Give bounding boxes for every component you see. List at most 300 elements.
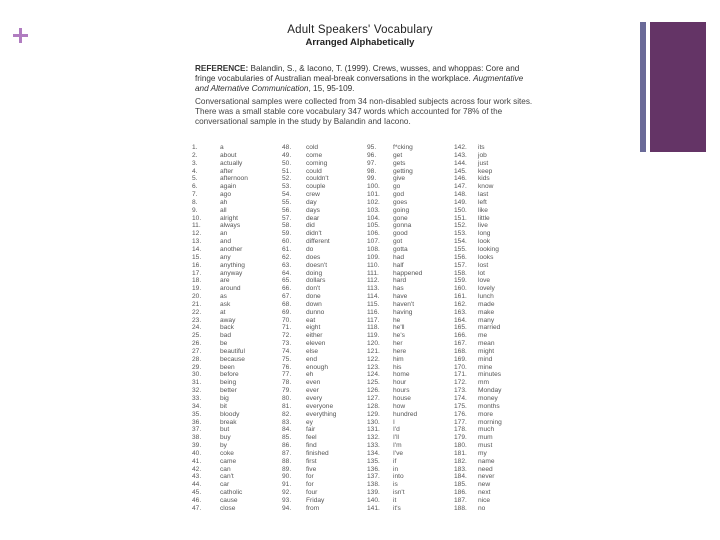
item-word: can't	[220, 473, 234, 481]
item-number: 152.	[454, 222, 467, 230]
item-number: 44.	[192, 481, 202, 489]
item-number: 182.	[454, 457, 467, 465]
item-number: 184.	[454, 473, 467, 481]
item-word: him	[393, 355, 404, 363]
item-number: 125.	[367, 379, 380, 387]
item-word: look	[478, 238, 491, 246]
item-word: goes	[393, 198, 408, 206]
item-number: 26.	[192, 340, 202, 348]
item-word: is	[393, 481, 398, 489]
item-number: 145.	[454, 167, 467, 175]
item-number: 47.	[192, 504, 202, 512]
item-word: just	[478, 159, 489, 167]
reference-text: Balandin, S., & Iacono, T. (1999). Crews, wusses, and whoppas: Core and fringe vocabularies of Australian meal-break conversations in the workplace.	[195, 64, 520, 83]
item-word: ask	[220, 300, 231, 308]
item-number: 148.	[454, 191, 467, 199]
item-number: 36.	[192, 418, 202, 426]
item-word: days	[306, 206, 320, 214]
item-word: Monday	[478, 387, 502, 395]
item-number: 31.	[192, 379, 202, 387]
item-number: 161.	[454, 293, 467, 301]
item-word: coke	[220, 449, 234, 457]
item-word: eleven	[306, 340, 326, 348]
item-word: actually	[220, 159, 243, 167]
item-word: ah	[220, 198, 228, 206]
item-word: day	[306, 198, 317, 206]
item-number: 88.	[282, 457, 292, 465]
item-number: 121.	[367, 347, 380, 355]
item-number: 78.	[282, 379, 292, 387]
item-number: 89.	[282, 465, 292, 473]
item-word: haven't	[393, 300, 415, 308]
item-number: 158.	[454, 269, 467, 277]
item-number: 164.	[454, 316, 467, 324]
item-word: lost	[478, 261, 489, 269]
item-word: keep	[478, 167, 493, 175]
item-number: 59.	[282, 230, 292, 238]
item-number: 15.	[192, 253, 202, 261]
item-word: could	[306, 167, 322, 175]
item-number: 146.	[454, 175, 467, 183]
item-number: 128.	[367, 402, 380, 410]
item-word: every	[306, 395, 323, 402]
item-word: eh	[306, 371, 314, 379]
item-word: everything	[306, 410, 337, 418]
item-number: 32.	[192, 387, 202, 395]
item-number: 104.	[367, 214, 380, 222]
item-word: give	[393, 175, 406, 183]
reference-tail: , 15, 95-109.	[308, 84, 355, 93]
item-number: 30.	[192, 371, 202, 379]
item-word: gets	[393, 159, 406, 167]
item-word: bloody	[220, 410, 240, 418]
item-number: 64.	[282, 269, 292, 277]
item-number: 61.	[282, 245, 292, 253]
item-number: 160.	[454, 285, 467, 293]
item-word: into	[393, 473, 404, 481]
item-number: 21.	[192, 300, 202, 308]
item-word: hard	[393, 277, 407, 285]
item-word: break	[220, 418, 237, 426]
item-number: 68.	[282, 300, 292, 308]
item-word: long	[478, 230, 491, 238]
item-word: being	[220, 379, 237, 387]
item-word: happened	[393, 269, 423, 277]
item-word: half	[393, 261, 404, 269]
item-word: know	[478, 183, 494, 191]
item-word: four	[306, 489, 318, 497]
reference-label: REFERENCE:	[195, 64, 249, 73]
item-word: dunno	[306, 308, 325, 316]
item-word: left	[478, 198, 487, 206]
item-number: 38.	[192, 434, 202, 442]
item-number: 46.	[192, 496, 202, 504]
item-word: lovely	[478, 285, 495, 293]
document-subtitle: Arranged Alphabetically	[305, 37, 415, 48]
item-number: 65.	[282, 277, 292, 285]
item-number: 79.	[282, 387, 292, 395]
item-number: 140.	[367, 496, 380, 504]
item-number: 142.	[454, 144, 467, 151]
item-word: didn't	[306, 230, 322, 238]
item-number: 60.	[282, 238, 292, 246]
item-word: beautiful	[220, 347, 245, 355]
item-number: 62.	[282, 253, 292, 261]
item-number: 1.	[192, 144, 198, 151]
item-number: 129.	[367, 410, 380, 418]
item-word: if	[393, 457, 397, 465]
item-number: 37.	[192, 426, 202, 434]
item-number: 11.	[192, 222, 201, 230]
item-number: 69.	[282, 308, 292, 316]
item-word: at	[220, 308, 226, 316]
item-word: all	[220, 206, 227, 214]
item-word: much	[478, 426, 495, 434]
item-word: big	[220, 395, 229, 402]
item-number: 77.	[282, 371, 292, 379]
item-word: else	[306, 347, 319, 355]
item-number: 110.	[367, 261, 380, 269]
item-word: have	[393, 293, 408, 301]
item-word: always	[220, 222, 241, 230]
item-number: 74.	[282, 347, 292, 355]
item-word: need	[478, 465, 493, 473]
item-number: 43.	[192, 473, 202, 481]
item-number: 176.	[454, 410, 467, 418]
item-number: 29.	[192, 363, 202, 371]
item-number: 72.	[282, 332, 292, 340]
item-number: 45.	[192, 489, 202, 497]
item-number: 28.	[192, 355, 202, 363]
item-number: 66.	[282, 285, 292, 293]
item-number: 80.	[282, 395, 292, 402]
item-number: 139.	[367, 489, 380, 497]
item-number: 100.	[367, 183, 380, 191]
item-word: close	[220, 504, 236, 512]
item-word: I'll	[393, 434, 400, 442]
item-word: having	[393, 308, 413, 316]
item-number: 175.	[454, 402, 467, 410]
item-word: god	[393, 191, 405, 199]
item-word: more	[478, 410, 494, 418]
item-number: 179.	[454, 434, 467, 442]
item-number: 136.	[367, 465, 380, 473]
item-number: 118.	[367, 324, 380, 332]
item-number: 12.	[192, 230, 202, 238]
item-word: after	[220, 167, 234, 175]
item-number: 123.	[367, 363, 380, 371]
item-word: done	[306, 293, 321, 301]
item-number: 42.	[192, 465, 202, 473]
item-word: last	[478, 191, 489, 199]
item-word: I've	[393, 449, 404, 457]
item-number: 177.	[454, 418, 467, 426]
item-number: 92.	[282, 489, 292, 497]
item-word: eight	[306, 324, 321, 332]
item-number: 105.	[367, 222, 380, 230]
item-word: bit	[220, 402, 227, 410]
item-number: 137.	[367, 473, 380, 481]
item-number: 187.	[454, 496, 467, 504]
item-number: 90.	[282, 473, 292, 481]
item-word: getting	[393, 167, 413, 175]
item-word: but	[220, 426, 230, 434]
item-number: 97.	[367, 159, 377, 167]
item-word: hour	[393, 379, 407, 387]
item-number: 98.	[367, 167, 377, 175]
item-number: 91.	[282, 481, 292, 489]
item-word: go	[393, 183, 401, 191]
item-word: eat	[306, 316, 316, 324]
item-word: an	[220, 230, 228, 238]
item-number: 24.	[192, 324, 202, 332]
item-word: catholic	[220, 489, 243, 497]
item-number: 115.	[367, 300, 380, 308]
item-number: 13.	[192, 238, 202, 246]
item-word: house	[393, 395, 411, 402]
item-number: 25.	[192, 332, 202, 340]
item-word: ever	[306, 387, 319, 395]
item-word: next	[478, 489, 491, 497]
item-number: 19.	[192, 285, 202, 293]
item-number: 101.	[367, 191, 380, 199]
item-number: 162.	[454, 300, 467, 308]
item-number: 57.	[282, 214, 292, 222]
item-number: 107.	[367, 238, 380, 246]
item-word: dear	[306, 214, 320, 222]
item-number: 150.	[454, 206, 467, 214]
item-number: 113.	[367, 285, 380, 293]
item-word: can	[220, 465, 231, 473]
item-word: it's	[393, 504, 401, 512]
item-number: 81.	[282, 402, 292, 410]
item-number: 51.	[282, 167, 292, 175]
item-number: 183.	[454, 465, 467, 473]
item-word: kids	[478, 175, 490, 183]
item-number: 40.	[192, 449, 202, 457]
item-number: 53.	[282, 183, 292, 191]
item-word: his	[393, 363, 402, 371]
item-number: 106.	[367, 230, 380, 238]
item-number: 143.	[454, 151, 467, 159]
item-number: 178.	[454, 426, 467, 434]
item-word: dollars	[306, 277, 326, 285]
item-number: 18.	[192, 277, 202, 285]
item-word: different	[306, 238, 330, 246]
item-number: 127.	[367, 395, 380, 402]
item-word: fair	[306, 426, 316, 434]
item-number: 154.	[454, 238, 467, 246]
item-word: doesn't	[306, 261, 328, 269]
item-word: end	[306, 355, 318, 363]
item-word: gotta	[393, 245, 408, 253]
item-number: 157.	[454, 261, 467, 269]
item-number: 49.	[282, 151, 292, 159]
item-word: might	[478, 347, 495, 355]
item-number: 8.	[192, 198, 198, 206]
item-number: 124.	[367, 371, 380, 379]
item-word: had	[393, 253, 405, 261]
item-number: 6.	[192, 183, 198, 191]
item-number: 188.	[454, 504, 467, 512]
item-number: 135.	[367, 457, 380, 465]
item-word: ey	[306, 418, 313, 426]
item-number: 56.	[282, 206, 292, 214]
item-number: 58.	[282, 222, 292, 230]
item-word: by	[220, 442, 227, 450]
item-word: gonna	[393, 222, 412, 230]
item-word: cold	[306, 144, 319, 151]
item-number: 14.	[192, 245, 202, 253]
item-number: 173.	[454, 387, 467, 395]
item-number: 82.	[282, 410, 292, 418]
item-number: 163.	[454, 308, 467, 316]
item-word: car	[220, 481, 230, 489]
item-word: couple	[306, 183, 326, 191]
decorative-bar-wide	[650, 22, 706, 152]
item-number: 17.	[192, 269, 202, 277]
item-number: 7.	[192, 191, 198, 199]
item-number: 50.	[282, 159, 292, 167]
item-number: 93.	[282, 496, 292, 504]
item-number: 48.	[282, 144, 292, 151]
document-title: Adult Speakers' Vocabulary	[287, 24, 433, 36]
item-number: 170.	[454, 363, 467, 371]
item-number: 172.	[454, 379, 467, 387]
item-word: never	[478, 473, 495, 481]
item-word: and	[220, 238, 232, 246]
item-word: find	[306, 442, 317, 450]
item-number: 185.	[454, 481, 467, 489]
item-word: made	[478, 300, 495, 308]
item-word: I'd	[393, 426, 400, 434]
item-number: 119.	[367, 332, 380, 340]
item-word: any	[220, 253, 231, 261]
item-word: I	[393, 418, 395, 426]
item-number: 54.	[282, 191, 292, 199]
item-number: 95.	[367, 144, 377, 151]
item-number: 35.	[192, 410, 202, 418]
item-word: like	[478, 206, 488, 214]
item-number: 3.	[192, 159, 198, 167]
item-number: 120.	[367, 340, 380, 348]
item-number: 147.	[454, 183, 467, 191]
item-number: 130.	[367, 418, 380, 426]
item-number: 156.	[454, 253, 467, 261]
item-number: 117.	[367, 316, 380, 324]
item-number: 166.	[454, 332, 467, 340]
item-word: going	[393, 206, 410, 214]
item-number: 103.	[367, 206, 380, 214]
item-number: 55.	[282, 198, 292, 206]
item-word: hours	[393, 387, 410, 395]
item-word: afternoon	[220, 175, 248, 183]
item-word: love	[478, 277, 491, 285]
item-word: another	[220, 245, 243, 253]
item-word: couldn't	[306, 175, 329, 183]
reference-journal: Augmentative and Alternative Communication	[195, 74, 524, 93]
item-word: no	[478, 504, 486, 512]
item-number: 186.	[454, 489, 467, 497]
item-number: 151.	[454, 214, 467, 222]
item-word: how	[393, 402, 406, 410]
plus-icon	[13, 28, 28, 43]
item-word: better	[220, 387, 237, 395]
item-word: come	[306, 151, 323, 159]
item-word: married	[478, 324, 501, 332]
item-word: live	[478, 222, 488, 230]
item-word: lunch	[478, 293, 494, 301]
item-number: 108.	[367, 245, 380, 253]
item-word: money	[478, 395, 498, 402]
item-number: 144.	[454, 159, 467, 167]
item-word: good	[393, 230, 408, 238]
item-word: alright	[220, 214, 238, 222]
item-word: new	[478, 481, 491, 489]
item-word: buy	[220, 434, 231, 442]
item-number: 126.	[367, 387, 380, 395]
item-word: even	[306, 379, 321, 387]
item-number: 41.	[192, 457, 202, 465]
item-word: down	[306, 300, 322, 308]
item-word: enough	[306, 363, 329, 371]
item-number: 83.	[282, 418, 292, 426]
item-word: came	[220, 457, 237, 465]
item-number: 76.	[282, 363, 292, 371]
item-word: anyway	[220, 269, 243, 277]
item-word: it	[393, 496, 397, 504]
item-word: five	[306, 465, 317, 473]
decorative-bar-thin	[640, 22, 646, 152]
item-number: 132.	[367, 434, 380, 442]
item-word: finished	[306, 449, 329, 457]
item-word: looks	[478, 253, 494, 261]
item-word: away	[220, 316, 236, 324]
item-number: 99.	[367, 175, 377, 183]
item-word: does	[306, 253, 321, 261]
item-number: 94.	[282, 504, 292, 512]
item-word: its	[478, 144, 485, 151]
item-number: 180.	[454, 442, 467, 450]
item-word: don't	[306, 285, 321, 293]
item-word: because	[220, 355, 245, 363]
item-number: 138.	[367, 481, 380, 489]
item-number: 155.	[454, 245, 467, 253]
item-number: 134.	[367, 449, 380, 457]
item-word: Friday	[306, 496, 325, 504]
item-word: as	[220, 293, 227, 301]
item-number: 10.	[192, 214, 202, 222]
item-word: either	[306, 332, 323, 340]
item-word: be	[220, 340, 228, 348]
item-number: 85.	[282, 434, 292, 442]
item-word: my	[478, 449, 487, 457]
item-word: months	[478, 402, 500, 410]
item-number: 111.	[367, 269, 379, 277]
item-word: for	[306, 481, 314, 489]
item-word: ago	[220, 191, 232, 199]
item-number: 114.	[367, 293, 380, 301]
item-number: 122.	[367, 355, 380, 363]
item-word: do	[306, 245, 314, 253]
item-word: home	[393, 371, 410, 379]
item-word: mum	[478, 434, 493, 442]
item-word: been	[220, 363, 235, 371]
item-word: before	[220, 371, 239, 379]
item-number: 34.	[192, 402, 202, 410]
item-word: lot	[478, 269, 485, 277]
item-word: cause	[220, 496, 238, 504]
